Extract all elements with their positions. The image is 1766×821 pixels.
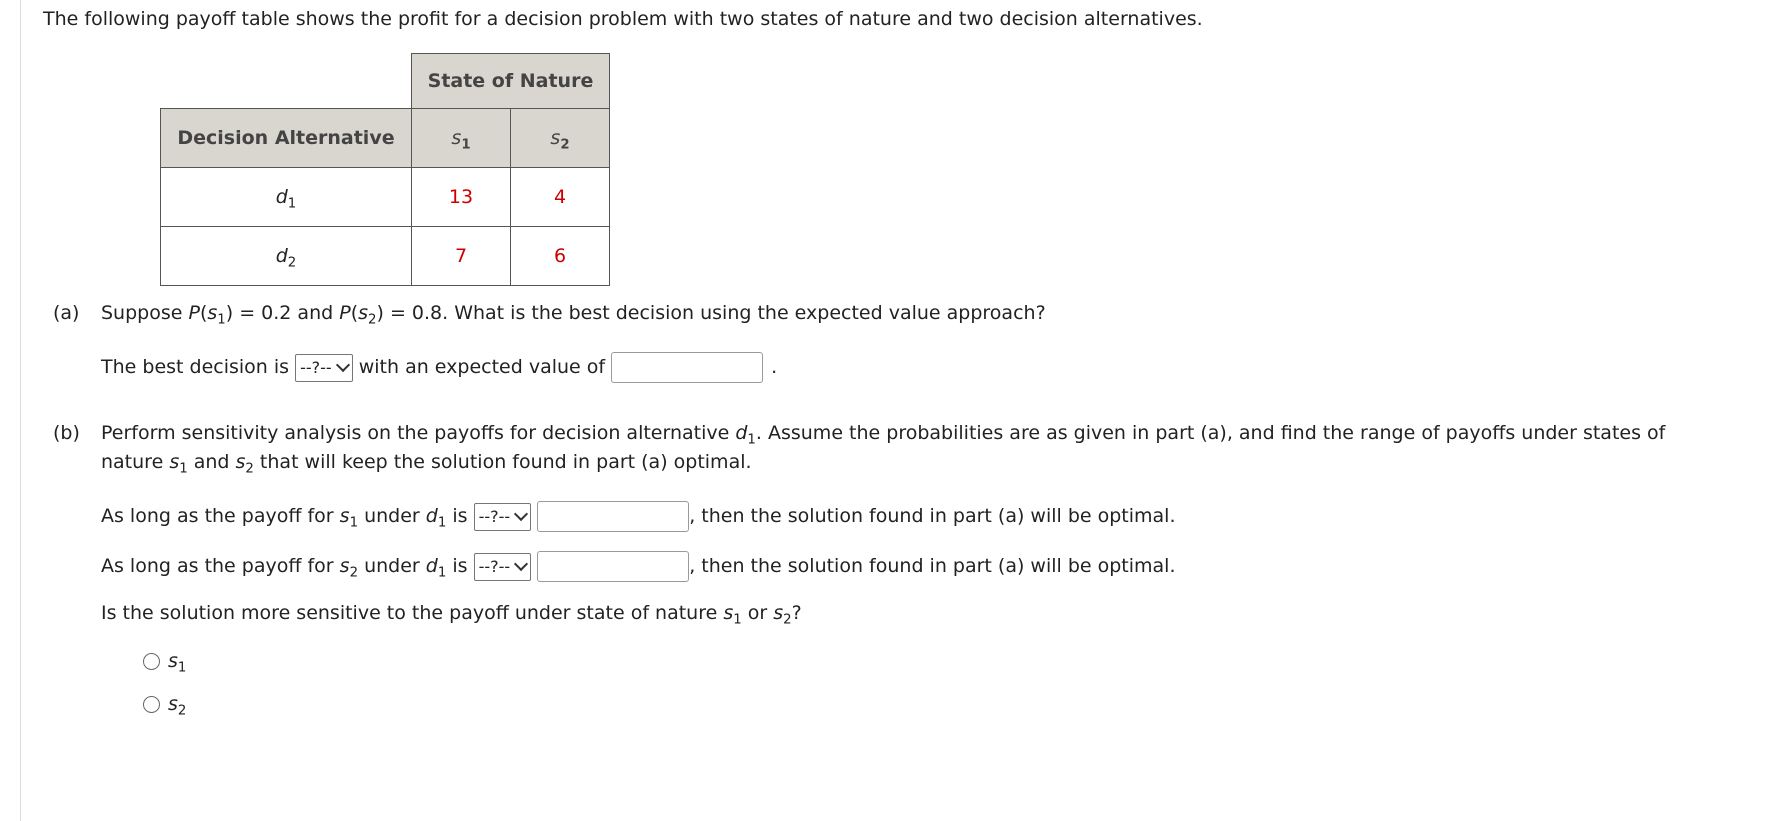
s1-comparison-dropdown[interactable]: --?-- xyxy=(474,503,532,531)
best-decision-dropdown[interactable]: --?-- xyxy=(295,354,353,382)
part-a-label: (a) xyxy=(53,302,80,324)
radio-option-s1[interactable]: $s_1$ xyxy=(143,650,186,672)
part-b-question-line2: nature $s_1$ and $s_2$ that will keep the solution found in part (a) optimal. xyxy=(101,451,752,477)
s1-header: $s_1$ xyxy=(412,109,511,168)
left-rule xyxy=(20,0,21,821)
table-row xyxy=(161,168,610,227)
part-b-label: (b) xyxy=(53,422,80,444)
part-b-question-line1: Perform sensitivity analysis on the payoffs for decision alternative $d_1$. Assume the probabilities are as given in part (a), and find the range of payoffs under states of xyxy=(101,422,1666,448)
s2-range-line: As long as the payoff for $s_2$ under $d_1$ is --?-- , then the solution found in part (a) will be optimal. xyxy=(101,551,1176,582)
s1-payoff-input[interactable] xyxy=(537,501,689,532)
s2-comparison-dropdown[interactable]: --?-- xyxy=(474,553,532,581)
radio-button[interactable] xyxy=(143,653,160,670)
s2-header: $s_2$ xyxy=(511,109,610,168)
intro-text: The following payoff table shows the profit for a decision problem with two states of nature and two decision alternatives. xyxy=(43,8,1203,30)
table-row xyxy=(161,227,610,286)
payoff-d1-s2: 4 xyxy=(511,168,610,227)
payoff-d2-s1: 7 xyxy=(412,227,511,286)
s2-payoff-input[interactable] xyxy=(537,551,689,582)
sensitivity-question: Is the solution more sensitive to the payoff under state of nature $s_1$ or $s_2$? xyxy=(101,602,802,628)
payoff-d2-s2: 6 xyxy=(511,227,610,286)
radio-option-s2[interactable]: $s_2$ xyxy=(143,693,186,715)
expected-value-input[interactable] xyxy=(611,352,763,383)
part-a-answer-line: The best decision is --?-- with an expected value of . xyxy=(101,352,777,383)
chevron-down-icon xyxy=(336,357,350,371)
decision-alternative-header: Decision Alternative xyxy=(161,109,412,168)
d2-label: $d_2$ xyxy=(161,227,412,286)
part-a-question: Suppose $P(s_1) = 0.2$ and $P(s_2) = 0.8$. What is the best decision using the expected value approach? xyxy=(101,302,1046,328)
s1-range-line: As long as the payoff for $s_1$ under $d_1$ is --?-- , then the solution found in part (a) will be optimal. xyxy=(101,501,1176,532)
payoff-d1-s1: 13 xyxy=(412,168,511,227)
d1-label: $d_1$ xyxy=(161,168,412,227)
state-of-nature-header: State of Nature xyxy=(412,54,610,109)
chevron-down-icon xyxy=(514,506,528,520)
radio-button[interactable] xyxy=(143,696,160,713)
payoff-table xyxy=(160,53,610,286)
chevron-down-icon xyxy=(514,556,528,570)
